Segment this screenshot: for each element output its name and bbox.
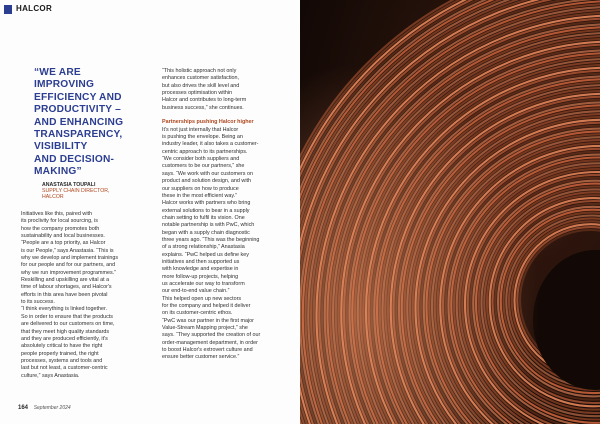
quote-line: “WE ARE (34, 67, 81, 78)
body-line: This helped open up new sectors (162, 295, 242, 302)
body-line: why we run improvement programmes.” (21, 269, 116, 276)
body-line: last but not least, a customer-centric (21, 365, 108, 372)
body-line: product and solution design, and with (162, 178, 252, 185)
body-line: industry leader, it also takes a customer- (162, 141, 259, 148)
body-line: us accelerate our way to transform (162, 280, 245, 287)
brand-header: HALCOR (16, 4, 53, 13)
body-line: It's not just internally that Halcor (162, 126, 239, 133)
body-line: our end-to-end value chain.” (162, 288, 230, 295)
quote-line: VISIBILITY (34, 141, 88, 153)
issue-date: September 2024 (33, 405, 71, 411)
body-line: of a strong relationship,” Anastasia (162, 244, 245, 251)
body-line: notable partnership is with PwC, which (162, 222, 255, 229)
page-number: 164 (18, 405, 29, 411)
body-line: Value-Stream Mapping project,” she (162, 325, 248, 332)
body-line: with knowledge and expertise in (162, 266, 239, 273)
body-line: “PwC was our partner in the first major (162, 317, 254, 324)
body-line: is pushing the envelope. Being an (162, 134, 243, 141)
quote-line: AND ENHANCING (34, 116, 124, 128)
body-line: to boost Halcor's extrovert culture and (162, 347, 253, 354)
body-line: centric approach to its partnerships. (162, 148, 248, 155)
body-line: time of labour shortages, and Halcor's (21, 284, 112, 291)
copper-coil-photo (300, 0, 600, 424)
body-line: absolutely critical to have the right (21, 343, 103, 350)
body-line: business success,” she continues. (162, 104, 244, 111)
body-line: Initiatives like this, paired with (21, 211, 93, 217)
body-line: our suppliers on how to produce (162, 185, 239, 192)
body-column-right (162, 68, 294, 362)
body-line: Reskilling and upskilling are vital at a (21, 277, 110, 284)
author-name: ANASTASIA TOUPALI (42, 182, 96, 188)
body-line: its proclivity for local sourcing, is (21, 218, 98, 225)
author-role: SUPPLY CHAIN DIRECTOR, (42, 188, 110, 194)
body-line: culture,” says Anastasia. (21, 372, 80, 379)
body-line: for the company and helped it deliver (162, 303, 251, 309)
body-line: order-management department, in order (162, 339, 258, 346)
body-line: began with a supply chain diagnostic (162, 229, 250, 236)
body-line: “I think everything is linked together. (21, 306, 107, 313)
body-line: how the company promotes both (21, 225, 100, 232)
body-line: initiatives and then supported us (162, 258, 240, 265)
page-footer (18, 405, 71, 411)
brand-marker (4, 5, 12, 14)
body-line: says. “They supported the creation of our (162, 332, 261, 339)
body-line: “People are a top priority, as Halcor (21, 240, 106, 247)
body-line: explains. “PwC helped us define key (162, 251, 249, 258)
body-line: So in order to ensure that the products (21, 313, 113, 320)
quote-attribution (42, 182, 142, 200)
body-line: says. “We work with our customers on (162, 170, 253, 177)
body-line: and they are produced efficiently, it's (21, 335, 108, 342)
body-line: three years ago. “This was the beginning (162, 236, 260, 243)
body-line: are delivered to our customers on time, (21, 321, 115, 328)
pull-quote (34, 67, 134, 179)
body-line: chain setting to fulfil its vision. One (162, 214, 245, 221)
body-line: sustainability and local businesses. (21, 233, 105, 240)
body-line: efforts in this area have been pivotal (21, 291, 108, 298)
body-line: to its success. (21, 299, 55, 306)
quote-line: IMPROVING (34, 79, 95, 91)
body-line: “We consider both suppliers and (162, 156, 240, 163)
body-line: enhances customer satisfaction, (162, 75, 240, 82)
quote-line: TRANSPARENCY, (34, 129, 123, 141)
body-line: customers to be our partners,” she (162, 163, 245, 170)
light-glow (300, 0, 600, 424)
body-line (162, 112, 294, 119)
body-line: external solutions to bear in a supply (162, 207, 250, 214)
body-line: processes optimisation within (162, 90, 233, 97)
quote-line: AND DECISION- (34, 153, 115, 165)
body-line: Halcor works with partners who bring (162, 200, 251, 207)
body-line: Halcor and contributes to long-term (162, 97, 247, 104)
body-line: why we develop and implement trainings (21, 255, 119, 262)
body-line: ensure better customer service.” (162, 354, 240, 361)
body-column-left (21, 211, 149, 380)
author-company: HALCOR (42, 194, 64, 200)
quote-line: MAKING” (34, 166, 82, 178)
body-line: but also drives the skill level and (162, 82, 240, 89)
body-line: “This holistic approach not only (162, 68, 237, 74)
body-line: more follow-up projects, helping (162, 273, 239, 280)
body-line: processes, systems and tools and (21, 357, 103, 364)
body-line: for our people and for our partners, and (21, 262, 116, 269)
body-line: people properly trained, the right (21, 350, 99, 357)
body-line: is our People,” says Anastasia. “This is (21, 247, 114, 254)
body-line: on its customer-centric ethos. (162, 310, 233, 317)
quote-line: EFFICIENCY AND (34, 91, 122, 103)
body-line: that they meet high quality standards (21, 328, 110, 335)
copper-coil-image (300, 0, 600, 424)
section-subheading: Partnerships pushing Halcor higher (162, 119, 254, 126)
quote-line: PRODUCTIVITY – (34, 104, 121, 116)
body-line: these in the most efficient way.” (162, 192, 238, 199)
